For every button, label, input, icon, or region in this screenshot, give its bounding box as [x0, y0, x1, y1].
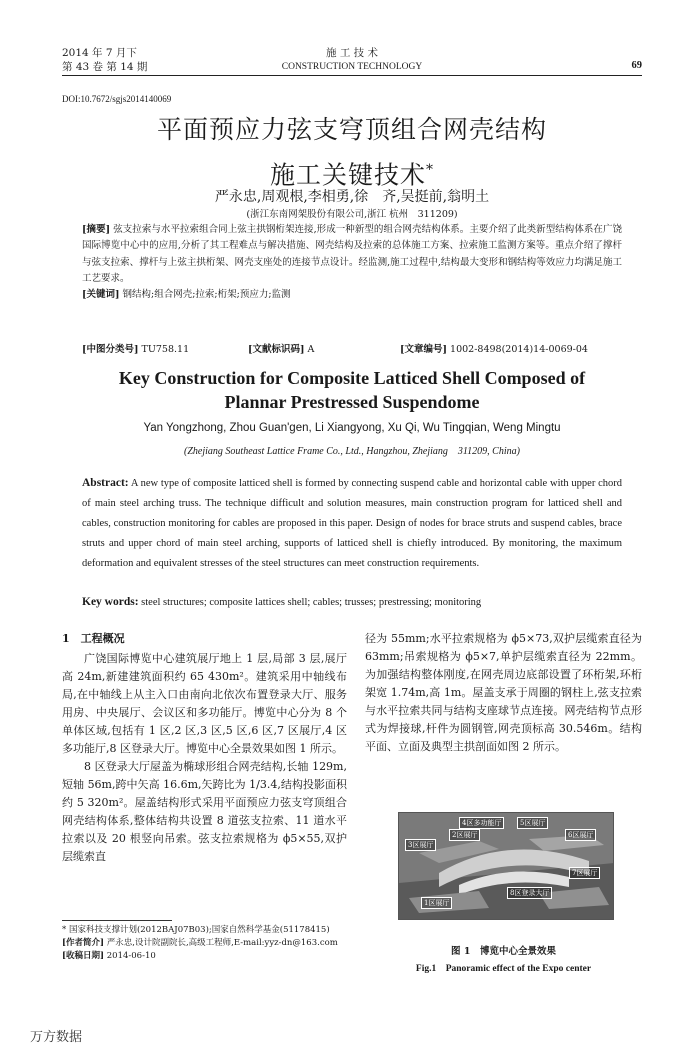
doc-code-label: [文献标识码]: [248, 344, 305, 355]
figure-expo-center: [398, 812, 614, 920]
title-en-line2: Plannar Prestressed Suspendome: [224, 392, 480, 412]
issue-date: 2014 年 7 月下: [62, 47, 137, 59]
footnote-received: [62, 950, 347, 963]
footnote-author-label: [作者简介]: [62, 938, 105, 948]
figure-label-zone4: 4区多功能厅: [459, 817, 504, 829]
body-paragraph-3: 径为 55mm;水平拉索规格为 ϕ5×73,双护层缆索直径为 63mm;吊索规格为 ϕ5×7,单护层缆索直径为 22mm。为加强结构整体刚度,在网壳周边底部设置了环桁架,环桁架宽 1.74m,高 1m。屋盖支承于周圈的钢柱上,弦支拉索与水平拉索共同与结构支座球节点连接。网壳结构节点形式为焊接球,杆件为圆钢管,网壳顶标高 30.546m。结构平面、立面及典型主拱剖面如图 2 所示。: [365, 632, 642, 753]
title-zh-line2-text: 施工关键技术: [269, 160, 426, 190]
clc-label: [中图分类号]: [82, 344, 139, 355]
volume-issue: 第 43 卷 第 14 期: [62, 61, 148, 73]
doc-code-value: A: [307, 344, 315, 355]
footnote-divider: [62, 920, 172, 921]
footnote-author: [62, 937, 347, 950]
figure-label-zone3: 3区展厅: [405, 839, 436, 851]
title-en-line1: Key Construction for Composite Latticed Shell Composed of: [118, 368, 586, 388]
abstract-en: [82, 473, 622, 574]
page-number: 69: [631, 60, 642, 71]
keywords-en-label: Key words:: [82, 596, 139, 608]
section-heading-1: 1 工程概况: [62, 632, 125, 645]
abstract-zh-text: 弦支拉索与水平拉索组合同上弦主拱钢桁架连接,形成一种新型的组合网壳结构体系。主要介绍了此类新型结构体系在广饶国际博览中心中的应用,分析了其工程难点与解决措施、网壳结构及拉索的总体施工方案、拉索施工监测方案等。重点介绍了撑杆与弦支拉索、撑杆与上弦主拱桁架、网壳支座处的连接节点设计。经监测,施工过程中,结构最大变形和钢结构等效应力均满足施工工艺要求。: [82, 224, 622, 284]
figure-label-zone8: 8区登录大厅: [507, 887, 552, 899]
title-zh-line1: 平面预应力弦支穹顶组合网壳结构: [156, 115, 547, 144]
affiliation-zh: (浙江东南网架股份有限公司,浙江 杭州 311209): [246, 209, 458, 220]
figure-label-zone7: 7区展厅: [569, 867, 600, 879]
footnote-received-date: 2014-06-10: [106, 951, 156, 961]
body-paragraph-1: 广饶国际博览中心建筑展厅地上 1 层,局部 3 层,展厅高 24m,新建建筑面积约 65 430m²。建筑采用中轴线布局,在中轴线上从主入口由南向北依次布置登录大厅、服务用房、中央展厅、会议区和多功能厅。博览中心分为 8 个单体区域,包括有 1 区,2 区,3 区,5 区,6 区,7 区展厅,4 区多功能厅,8 区登录大厅。博览中心全景效果如图 1 所示。: [62, 652, 347, 755]
article-no-value: 1002-8498(2014)14-0069-04: [450, 344, 588, 355]
fund-mark: *: [426, 162, 434, 178]
journal-name-en: CONSTRUCTION TECHNOLOGY: [281, 62, 423, 72]
keywords-en-text: steel structures; composite lattices shell; cables; trusses; prestressing; monitoring: [141, 597, 482, 608]
watermark-wanfang: 万方数据: [30, 1030, 83, 1045]
journal-name-zh: 施 工 技 术: [325, 47, 378, 59]
article-no-label: [文章编号]: [400, 344, 447, 355]
figure-label-zone2: 2区展厅: [449, 829, 480, 841]
body-column-right: [365, 630, 642, 756]
classification-row: [82, 341, 622, 357]
keywords-zh-label: [关键词]: [82, 289, 120, 301]
footnote-fund: * 国家科技支撑计划(2012BAJ07B03);国家自然科学基金(51178415): [62, 925, 330, 935]
abstract-zh-label: [摘要]: [82, 224, 111, 235]
figure-caption-zh: 图 1 博览中心全景效果: [451, 946, 556, 957]
figure-label-zone6: 6区展厅: [565, 829, 596, 841]
keywords-zh-text: 钢结构;组合网壳;拉索;桁架;预应力;监测: [122, 289, 291, 301]
figure-label-zone1: 1区展厅: [421, 897, 452, 909]
authors-zh: 严永忠,周观根,李相勇,徐 齐,吴挺前,翁明土: [214, 189, 490, 205]
running-header: [62, 46, 642, 76]
abstract-zh: [82, 222, 622, 303]
abstract-en-label: Abstract:: [82, 477, 129, 489]
footnote-received-label: [收稿日期]: [62, 951, 105, 961]
footnotes: [62, 924, 347, 963]
title-zh: [62, 110, 642, 195]
figure-label-zone5: 5区展厅: [517, 817, 548, 829]
abstract-en-text: A new type of composite latticed shell is formed by connecting suspend cable and horizontal cable with upper chord of main steel arching truss. The technique difficult and solution measures, main construction program for latticed shell and cables, construction monitoring for cables are proposed in this paper. Design of nodes for brace struts and suspend cables, brace struts and upper chord of main steel arching, supports of latticed shell is chiefly introduced. By monitoring, the maximum deformation and equivalent stresses of the steel structures can meet construction requirements.: [82, 478, 622, 569]
clc-value: TU758.11: [141, 344, 190, 355]
clc: [82, 341, 189, 355]
journal-name: [62, 46, 642, 74]
title-en: [62, 366, 642, 414]
keywords-en: [82, 594, 622, 611]
body-column-left: [62, 630, 347, 866]
figure-caption-en: Fig.1 Panoramic effect of the Expo center: [415, 964, 592, 974]
affiliation-en: (Zhejiang Southeast Lattice Frame Co., Ltd., Hangzhou, Zhejiang 311209, China): [184, 446, 520, 457]
authors-en: Yan Yongzhong, Zhou Guan'gen, Li Xiangyong, Xu Qi, Wu Tingqian, Weng Mingtu: [143, 422, 561, 434]
footnote-author-text: 严永忠,设计院副院长,高级工程师,E-mail:yyz-dn@163.com: [106, 938, 338, 948]
doi: DOI:10.7672/sgjs2014140069: [62, 94, 172, 104]
body-paragraph-2: 8 区登录大厅屋盖为椭球形组合网壳结构,长轴 129m,短轴 56m,跨中矢高 16.6m,矢跨比为 1/3.4,结构投影面积约 5 320m²。屋盖结构形式采用平面预应力弦支穹顶组合网壳结构体系,整体结构共设置 8 道弦支拉索、11 道水平拉索以及 20 根竖向吊索。弦支拉索规格为 ϕ5×55,双护层缆索直: [62, 760, 347, 863]
article-number: [400, 341, 588, 355]
doc-code: [248, 341, 314, 355]
